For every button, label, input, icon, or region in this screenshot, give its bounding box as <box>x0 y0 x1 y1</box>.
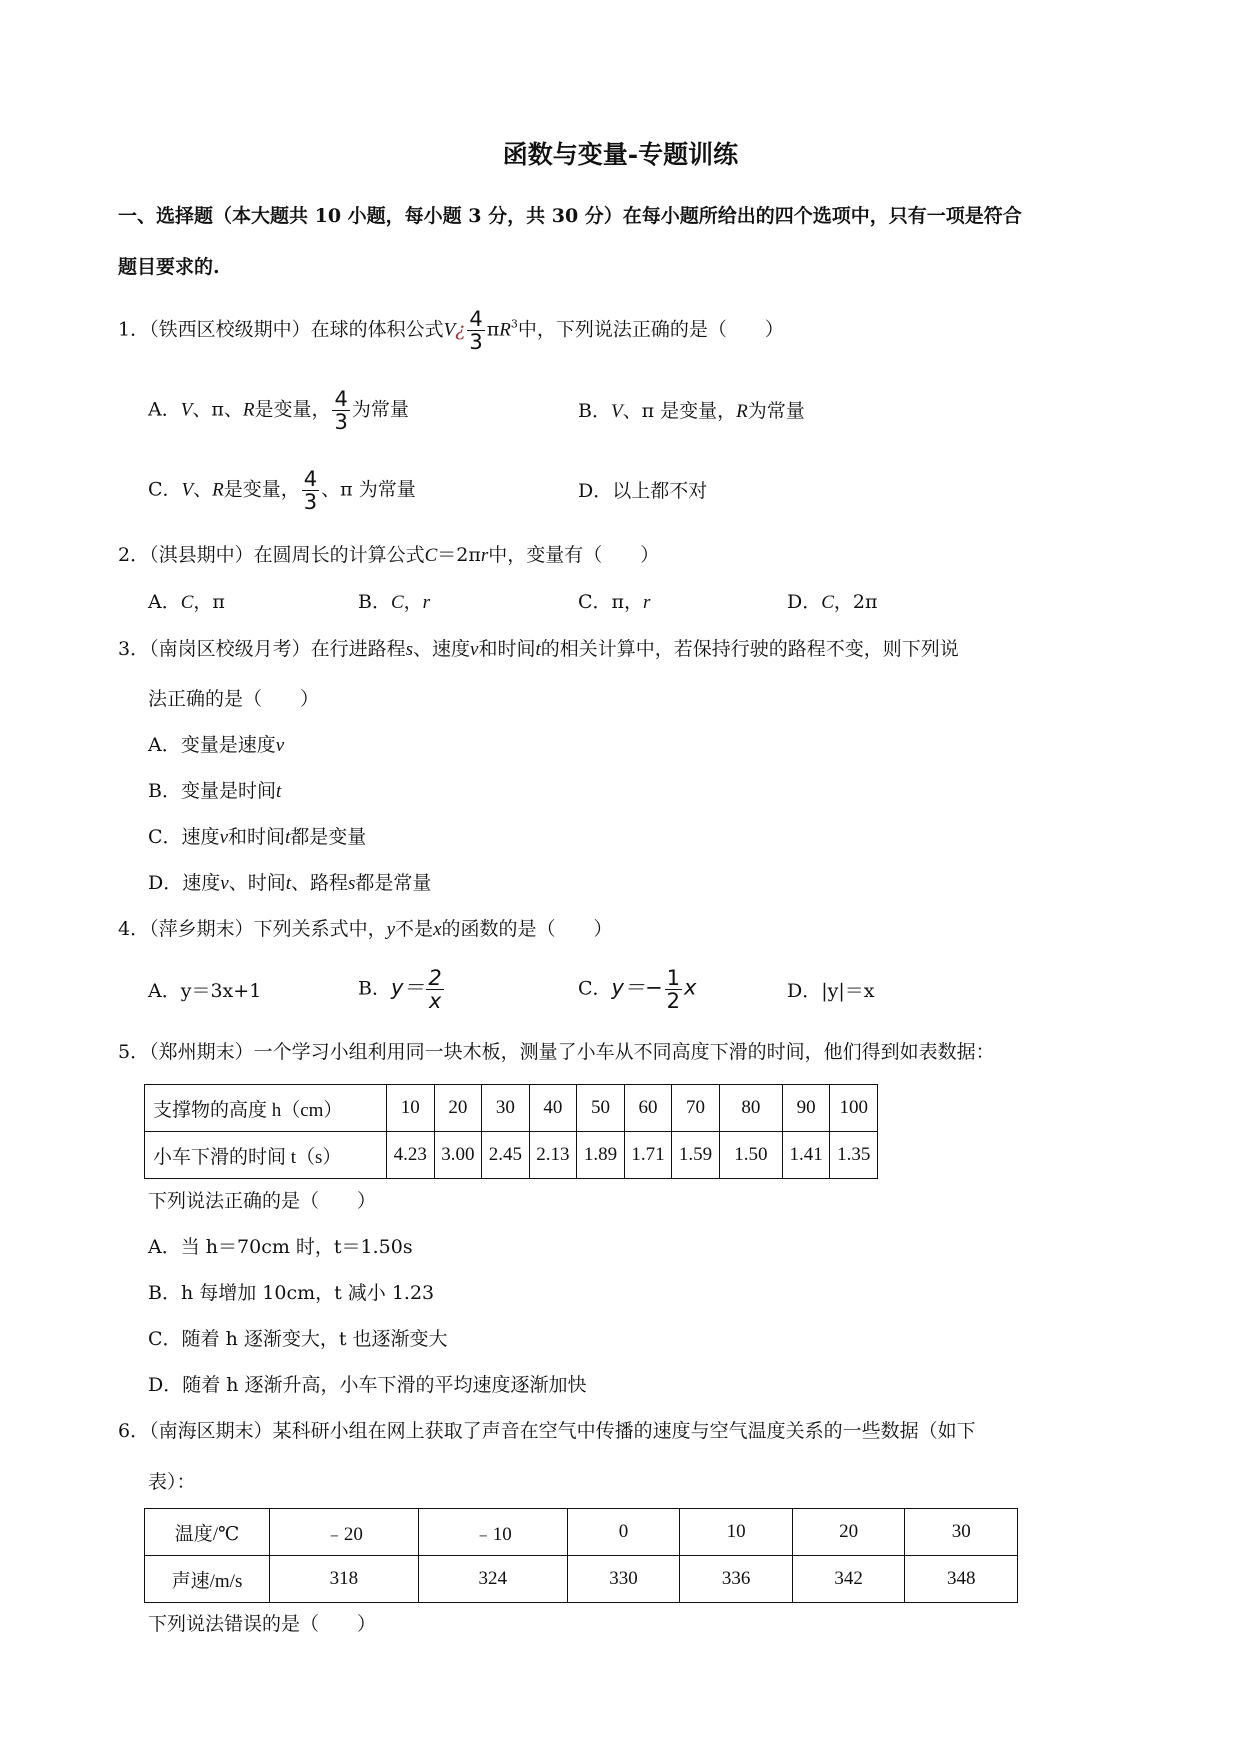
fraction: $\frac{4}{3}$ <box>334 387 348 435</box>
q1-option-d[interactable]: D．以上都不对 <box>578 480 708 502</box>
table-cell: 100 <box>830 1085 878 1132</box>
q5-option-d[interactable]: D．随着 h 逐渐升高，小车下滑的平均速度逐渐加快 <box>148 1374 587 1396</box>
height-time-table <box>144 1084 878 1179</box>
q2-option-a[interactable]: A．C，π <box>148 591 225 613</box>
table-cell: 60 <box>624 1085 672 1132</box>
table-cell: 30 <box>905 1509 1018 1556</box>
question-5-prompt: 下列说法正确的是（ ） <box>148 1190 377 1212</box>
table-cell: 4.23 <box>387 1132 435 1179</box>
question-1: 1．（铁西区校级期中）在球的体积公式V¿ $\frac{4}{3}$ $\pi R^3$中，下列说法正确的是（ ） <box>118 307 784 355</box>
q2-option-b[interactable]: B．C，r <box>358 591 431 613</box>
question-3: 3．（南岗区校级月考）在行进路程s、速度v和时间t的相关计算中，若保持行驶的路程不变，则下列说 <box>118 638 959 660</box>
q5-option-a[interactable]: A．当 h＝70cm 时，t＝1.50s <box>148 1236 413 1258</box>
table-cell: 1.35 <box>830 1132 878 1179</box>
table-cell: 1.71 <box>624 1132 672 1179</box>
question-2: 2．（淇县期中）在圆周长的计算公式C＝2πr中，变量有（ ） <box>118 544 660 566</box>
q1-option-b[interactable]: B．V、π 是变量，R为常量 <box>578 400 805 422</box>
q5-option-b[interactable]: B．h 每增加 10cm，t 减小 1.23 <box>148 1282 435 1304</box>
q2-option-c[interactable]: C．π，r <box>578 591 651 613</box>
temperature-speed-table <box>144 1508 1018 1603</box>
table-cell: 330 <box>567 1556 680 1603</box>
table-cell: ﹣10 <box>418 1509 567 1556</box>
table-cell: 318 <box>270 1556 419 1603</box>
table-row <box>145 1085 878 1132</box>
question-6-prompt: 下列说法错误的是（ ） <box>148 1613 377 1635</box>
table-cell: 20 <box>792 1509 905 1556</box>
table-cell: 342 <box>792 1556 905 1603</box>
q5-option-c[interactable]: C．随着 h 逐渐变大，t 也逐渐变大 <box>148 1328 448 1350</box>
table-cell: 1.89 <box>577 1132 625 1179</box>
fraction: $\frac{2}{x}$ <box>428 966 442 1014</box>
table-cell: ﹣20 <box>270 1509 419 1556</box>
table-cell: 2.45 <box>482 1132 530 1179</box>
table-cell: 80 <box>719 1085 782 1132</box>
table-cell: 0 <box>567 1509 680 1556</box>
fraction: $\frac{1}{2}$ <box>666 966 680 1014</box>
table-cell: 1.59 <box>672 1132 720 1179</box>
fraction: $\frac{4}{3}$ <box>469 307 483 355</box>
table-row <box>145 1132 878 1179</box>
question-4: 4．（萍乡期末）下列关系式中，y不是x的函数的是（ ） <box>118 918 613 940</box>
question-6-cont: 表）： <box>148 1471 196 1493</box>
q1-option-c[interactable]: C．V、R是变量， $\frac{4}{3}$ 、π 为常量 <box>148 467 416 515</box>
table-cell: 10 <box>387 1085 435 1132</box>
table-cell: 3.00 <box>434 1132 482 1179</box>
table-cell: 90 <box>782 1085 830 1132</box>
fraction: $\frac{4}{3}$ <box>303 467 318 515</box>
q1-option-a[interactable]: A．V、π、R是变量， $\frac{4}{3}$ 为常量 <box>148 387 409 435</box>
section-heading-line2: 题目要求的. <box>118 256 220 278</box>
row-label: 小车下滑的时间 t（s） <box>145 1132 387 1179</box>
table-cell: 20 <box>434 1085 482 1132</box>
table-cell: 336 <box>680 1556 793 1603</box>
row-label: 支撑物的高度 h（cm） <box>145 1085 387 1132</box>
question-5: 5．（郑州期末）一个学习小组利用同一块木板，测量了小车从不同高度下滑的时间，他们得到如表数据： <box>118 1041 995 1063</box>
q4-option-b[interactable]: B．y＝ $\frac{2}{x}$ <box>358 966 442 1014</box>
table-cell: 30 <box>482 1085 530 1132</box>
table-row <box>145 1509 1018 1556</box>
page-title: 函数与变量-专题训练 <box>502 140 739 169</box>
q2-option-d[interactable]: D．C，2π <box>787 591 878 613</box>
q4-option-c[interactable]: C．y＝− $\frac{1}{2}$ x <box>578 966 697 1014</box>
table-cell: 324 <box>418 1556 567 1603</box>
q3-option-c[interactable]: C．速度v和时间t都是变量 <box>148 826 367 848</box>
row-label: 温度/℃ <box>145 1509 270 1556</box>
question-3-cont: 法正确的是（ ） <box>148 688 320 710</box>
table-cell: 348 <box>905 1556 1018 1603</box>
q4-option-d[interactable]: D．|y|＝x <box>787 980 875 1002</box>
q4-option-a[interactable]: A．y＝3x+1 <box>148 980 262 1002</box>
table-cell: 10 <box>680 1509 793 1556</box>
q3-option-b[interactable]: B．变量是时间t <box>148 780 282 802</box>
table-row <box>145 1556 1018 1603</box>
table-cell: 40 <box>529 1085 577 1132</box>
table-cell: 70 <box>672 1085 720 1132</box>
table-cell: 2.13 <box>529 1132 577 1179</box>
q3-option-d[interactable]: D．速度v、时间t、路程s都是常量 <box>148 872 432 894</box>
section-heading-line1: 一、选择题（本大题共 10 小题，每小题 3 分，共 30 分）在每小题所给出的四个选项中，只有一项是符合 <box>118 205 1022 227</box>
q3-option-a[interactable]: A．变量是速度v <box>148 734 285 756</box>
table-cell: 1.50 <box>719 1132 782 1179</box>
table-cell: 1.41 <box>782 1132 830 1179</box>
table-cell: 50 <box>577 1085 625 1132</box>
question-6: 6．（南海区期末）某科研小组在网上获取了声音在空气中传播的速度与空气温度关系的一些数据（如下 <box>118 1420 976 1442</box>
row-label: 声速/m/s <box>145 1556 270 1603</box>
